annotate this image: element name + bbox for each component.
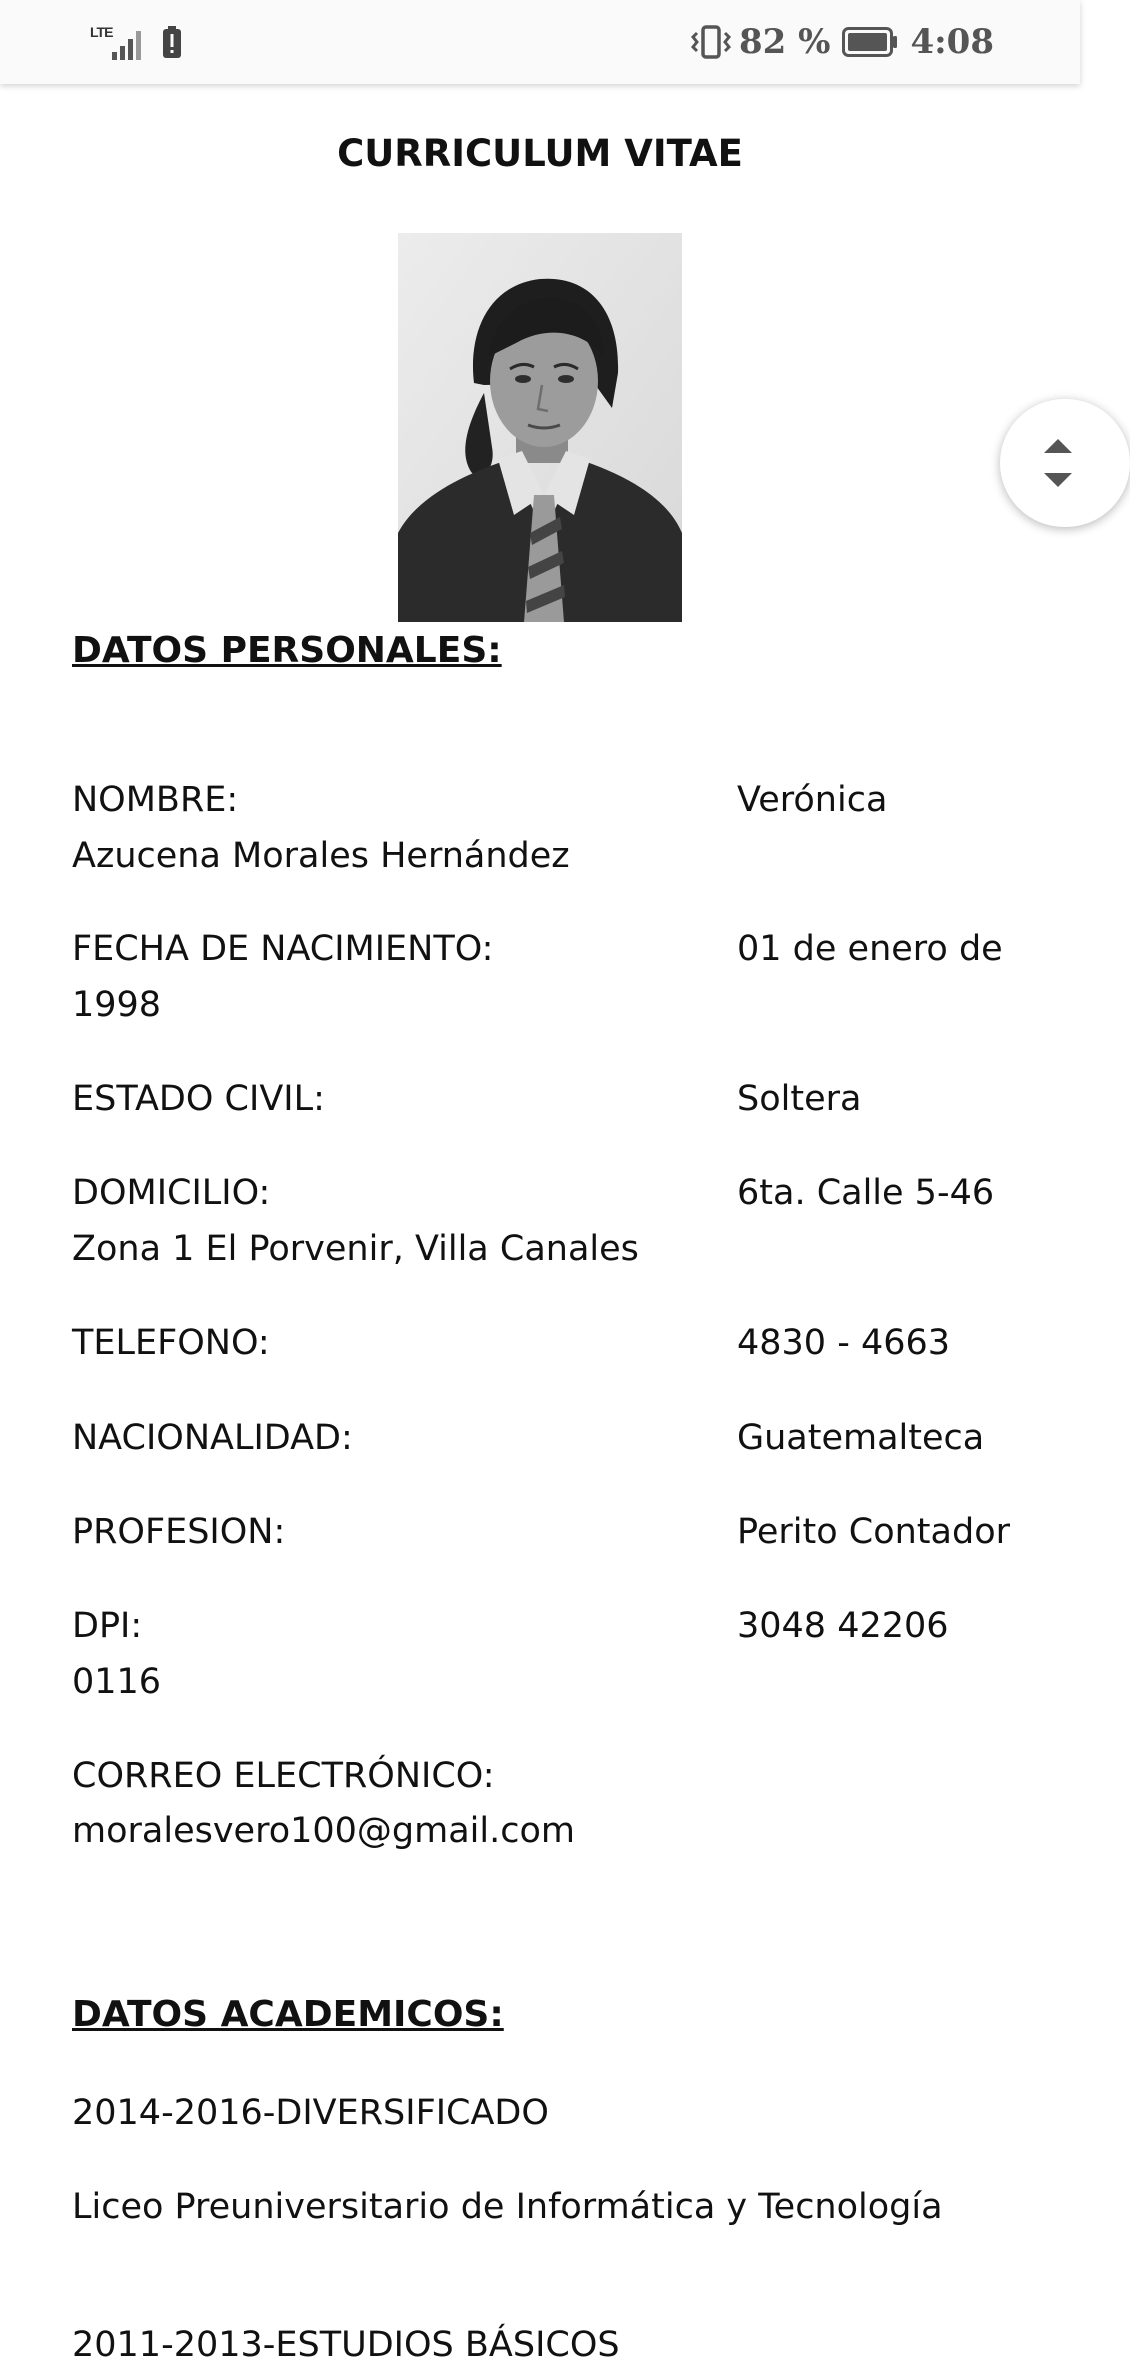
- personal-data-heading: DATOS PERSONALES:: [72, 630, 502, 671]
- battery-icon: [842, 27, 898, 57]
- profesion-label: PROFESION:: [72, 1512, 286, 1552]
- domicilio-continuation: Zona 1 El Porvenir, Villa Canales: [72, 1229, 639, 1269]
- portrait-photo: [398, 233, 682, 622]
- vibrate-icon: [691, 24, 731, 60]
- fecha-nacimiento-label: FECHA DE NACIMIENTO:: [72, 929, 494, 969]
- lte-signal-icon: [88, 22, 144, 62]
- correo-value: moralesvero100@gmail.com: [72, 1811, 576, 1851]
- status-left-icons: [88, 22, 182, 62]
- status-right-icons: [691, 20, 994, 64]
- dpi-continuation: 0116: [72, 1662, 162, 1702]
- nacionalidad-value: Guatemalteca: [737, 1418, 985, 1458]
- academic-entry-2: Liceo Preuniversitario de Informática y Tecnología: [72, 2187, 943, 2227]
- telefono-value: 4830 - 4663: [737, 1323, 951, 1363]
- nacionalidad-label: NACIONALIDAD:: [72, 1418, 353, 1458]
- portrait-image: [398, 233, 682, 622]
- fecha-nacimiento-continuation: 1998: [72, 985, 162, 1025]
- academic-data-heading: DATOS ACADEMICOS:: [72, 1994, 504, 2035]
- signal-bars-icon: [110, 28, 146, 60]
- domicilio-value: 6ta. Calle 5-46: [737, 1173, 995, 1213]
- fast-scroll-handle[interactable]: [1000, 399, 1130, 527]
- scroll-arrows-icon: [1040, 433, 1076, 493]
- telefono-label: TELEFONO:: [72, 1323, 270, 1363]
- correo-label: CORREO ELECTRÓNICO:: [72, 1756, 495, 1796]
- nombre-value: Verónica: [737, 780, 888, 820]
- nombre-label: NOMBRE:: [72, 780, 239, 820]
- profesion-value: Perito Contador: [737, 1512, 1010, 1552]
- document-title: CURRICULUM VITAE: [337, 132, 743, 175]
- network-type: LTE: [90, 24, 113, 40]
- estado-civil-value: Soltera: [737, 1079, 862, 1119]
- domicilio-label: DOMICILIO:: [72, 1173, 271, 1213]
- clock-time: 4:08: [910, 22, 994, 62]
- battery-percent: 82 %: [739, 22, 831, 62]
- nombre-continuation: Azucena Morales Hernández: [72, 836, 570, 876]
- estado-civil-label: ESTADO CIVIL:: [72, 1079, 325, 1119]
- academic-entry-1: 2014-2016-DIVERSIFICADO: [72, 2093, 549, 2133]
- dpi-label: DPI:: [72, 1606, 143, 1646]
- status-bar: [0, 0, 1080, 84]
- dpi-value: 3048 42206: [737, 1606, 949, 1646]
- fecha-nacimiento-value: 01 de enero de: [737, 929, 1003, 969]
- academic-entry-3: 2011-2013-ESTUDIOS BÁSICOS: [72, 2325, 620, 2365]
- battery-alert-icon: [162, 26, 182, 58]
